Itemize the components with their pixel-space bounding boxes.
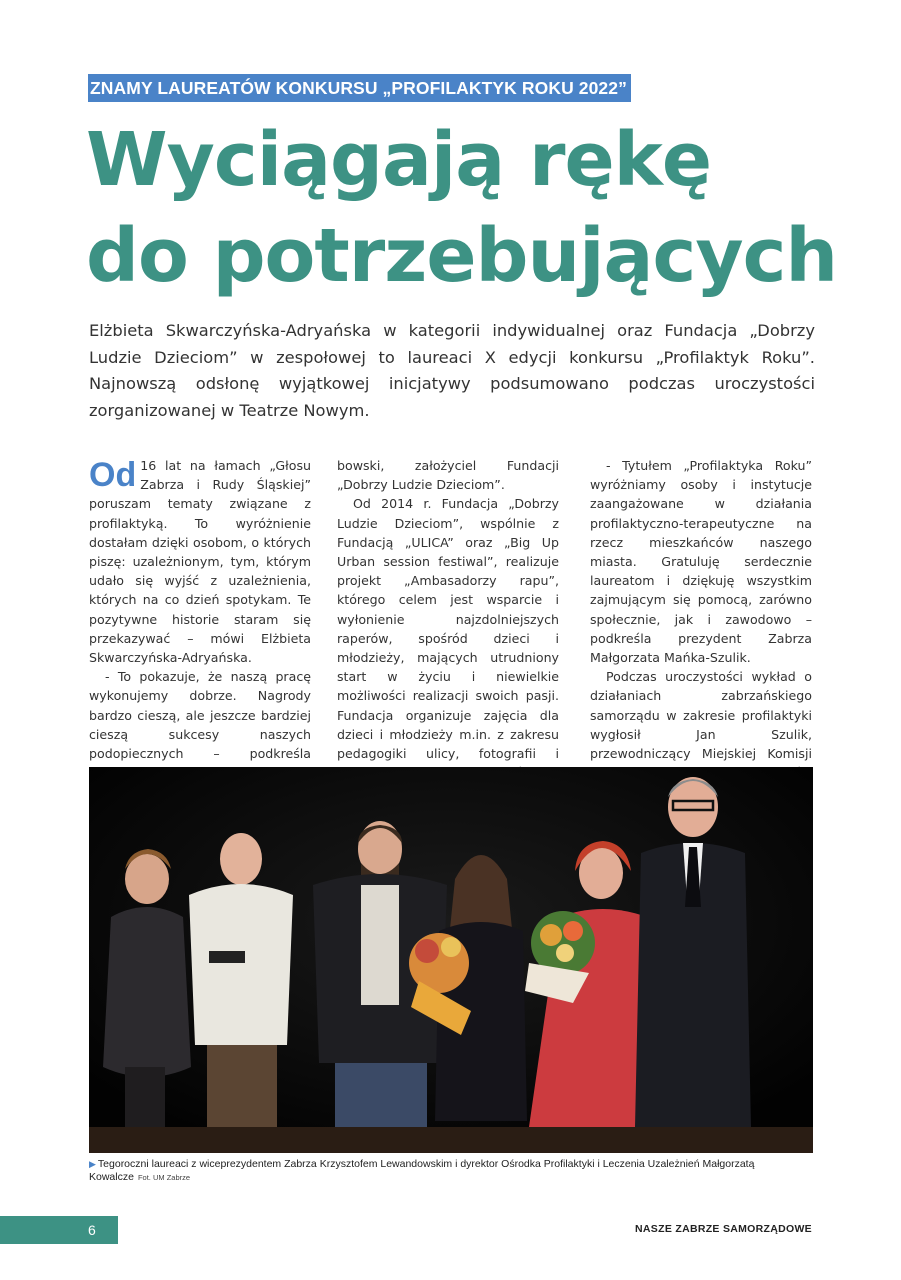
group-photo-illustration	[89, 767, 813, 1153]
page-number: 6	[0, 1216, 118, 1244]
column-1-paragraph-1	[89, 456, 311, 667]
headline-line-1: Wyciągają rękę	[86, 117, 712, 203]
column-1-text-1: 16 lat na łamach „Głosu Zabrza i Rudy Śląskiej” poruszam tematy związane z profilaktyką. To wyróżnienie dostałam dzięki osobom, o których piszę: uzależnionym, tym, którym udało się wyjść z uzależnienia, których na co dzień spotykam. Te pozytywne historie staram się przekazywać – mówi Elżbieta Skwarczyńska-Adryańska.	[89, 458, 311, 666]
magazine-title: NASZE ZABRZE SAMORZĄDOWE	[635, 1223, 812, 1235]
photo-caption	[89, 1158, 813, 1184]
caption-text: Tegoroczni laureaci z wiceprezydentem Zabrza Krzysztofem Lewandowskim i dyrektor Ośrodka Profilaktyki i Leczenia Uzależnień Małgorzatą Kowalcze	[89, 1158, 755, 1183]
column-3-paragraph-1: - Tytułem „Profilaktyka Roku” wyróżniamy osoby i instytucje zaangażowane w działania profilaktyczno-terapeutyczne na rzecz mieszkańców naszego miasta. Gratuluję serdecznie laureatom i dziękuję wszystkim zajmującym się pomocą, zarówno społecznie, jak i zawodowo – podkreśla prezydent Zabrza Małgorzata Mańka-Szulik.	[590, 458, 812, 666]
drop-cap: Od	[89, 456, 137, 494]
column-1-paragraph-2: - To pokazuje, że naszą pracę wykonujemy dobrze. Nagrody bardzo cieszą, ale jeszcze bardziej cieszą sukcesy naszych podopiecznych – podkreśla	[89, 669, 311, 762]
headline	[86, 112, 866, 304]
column-2-paragraph-2: Od 2014 r. Fundacja „Dobrzy Ludzie Dzieciom”, wspólnie z Fundacją „ULICA” oraz „Big Up Urban session festiwal”, realizuje projekt „Ambasadorzy rapu”, którego celem jest wsparcie i wyłonienie najzdolniejszych raperów, spośród dzieci i młodzieży, mających utrudniony start w życiu i niewielkie możliwości realizacji swoich pasji. Fundacja organizuje zajęcia dla dzieci i młodzieży m.in. z zakresu pedagogiki ulicy, fotografii i	[337, 496, 559, 762]
column-2-paragraph-1: bowski, założyciel Fundacji „Dobrzy Ludzie Dzieciom”.	[337, 458, 559, 493]
group-photo	[89, 767, 813, 1153]
caption-arrow-icon: ▶	[89, 1159, 96, 1169]
photo-credit: Fot. UM Zabrze	[137, 1173, 191, 1182]
lead-paragraph: Elżbieta Skwarczyńska-Adryańska w kategorii indywidualnej oraz Fundacja „Dobrzy Ludzie Dzieciom” w zespołowej to laureaci X edycji konkursu „Profilaktyk Roku”. Najnowszą odsłonę wyjątkowej inicjatywy podsumowano podczas uroczystości zorganizowanej w Teatrze Nowym.	[89, 321, 815, 420]
article-column-1	[89, 456, 311, 782]
article-column-3	[590, 456, 812, 805]
article-column-2	[337, 456, 559, 802]
section-kicker: ZNAMY LAUREATÓW KONKURSU „PROFILAKTYK ROKU 2022”	[88, 74, 631, 102]
column-3-text-2: Podczas uroczystości wykład o działaniach zabrzańskiego samorządu w zakresie profilaktyki wygłosił Jan Szulik, przewodniczący Miejskiej Komisji	[590, 669, 812, 762]
headline-line-2: do potrzebujących	[86, 213, 838, 299]
